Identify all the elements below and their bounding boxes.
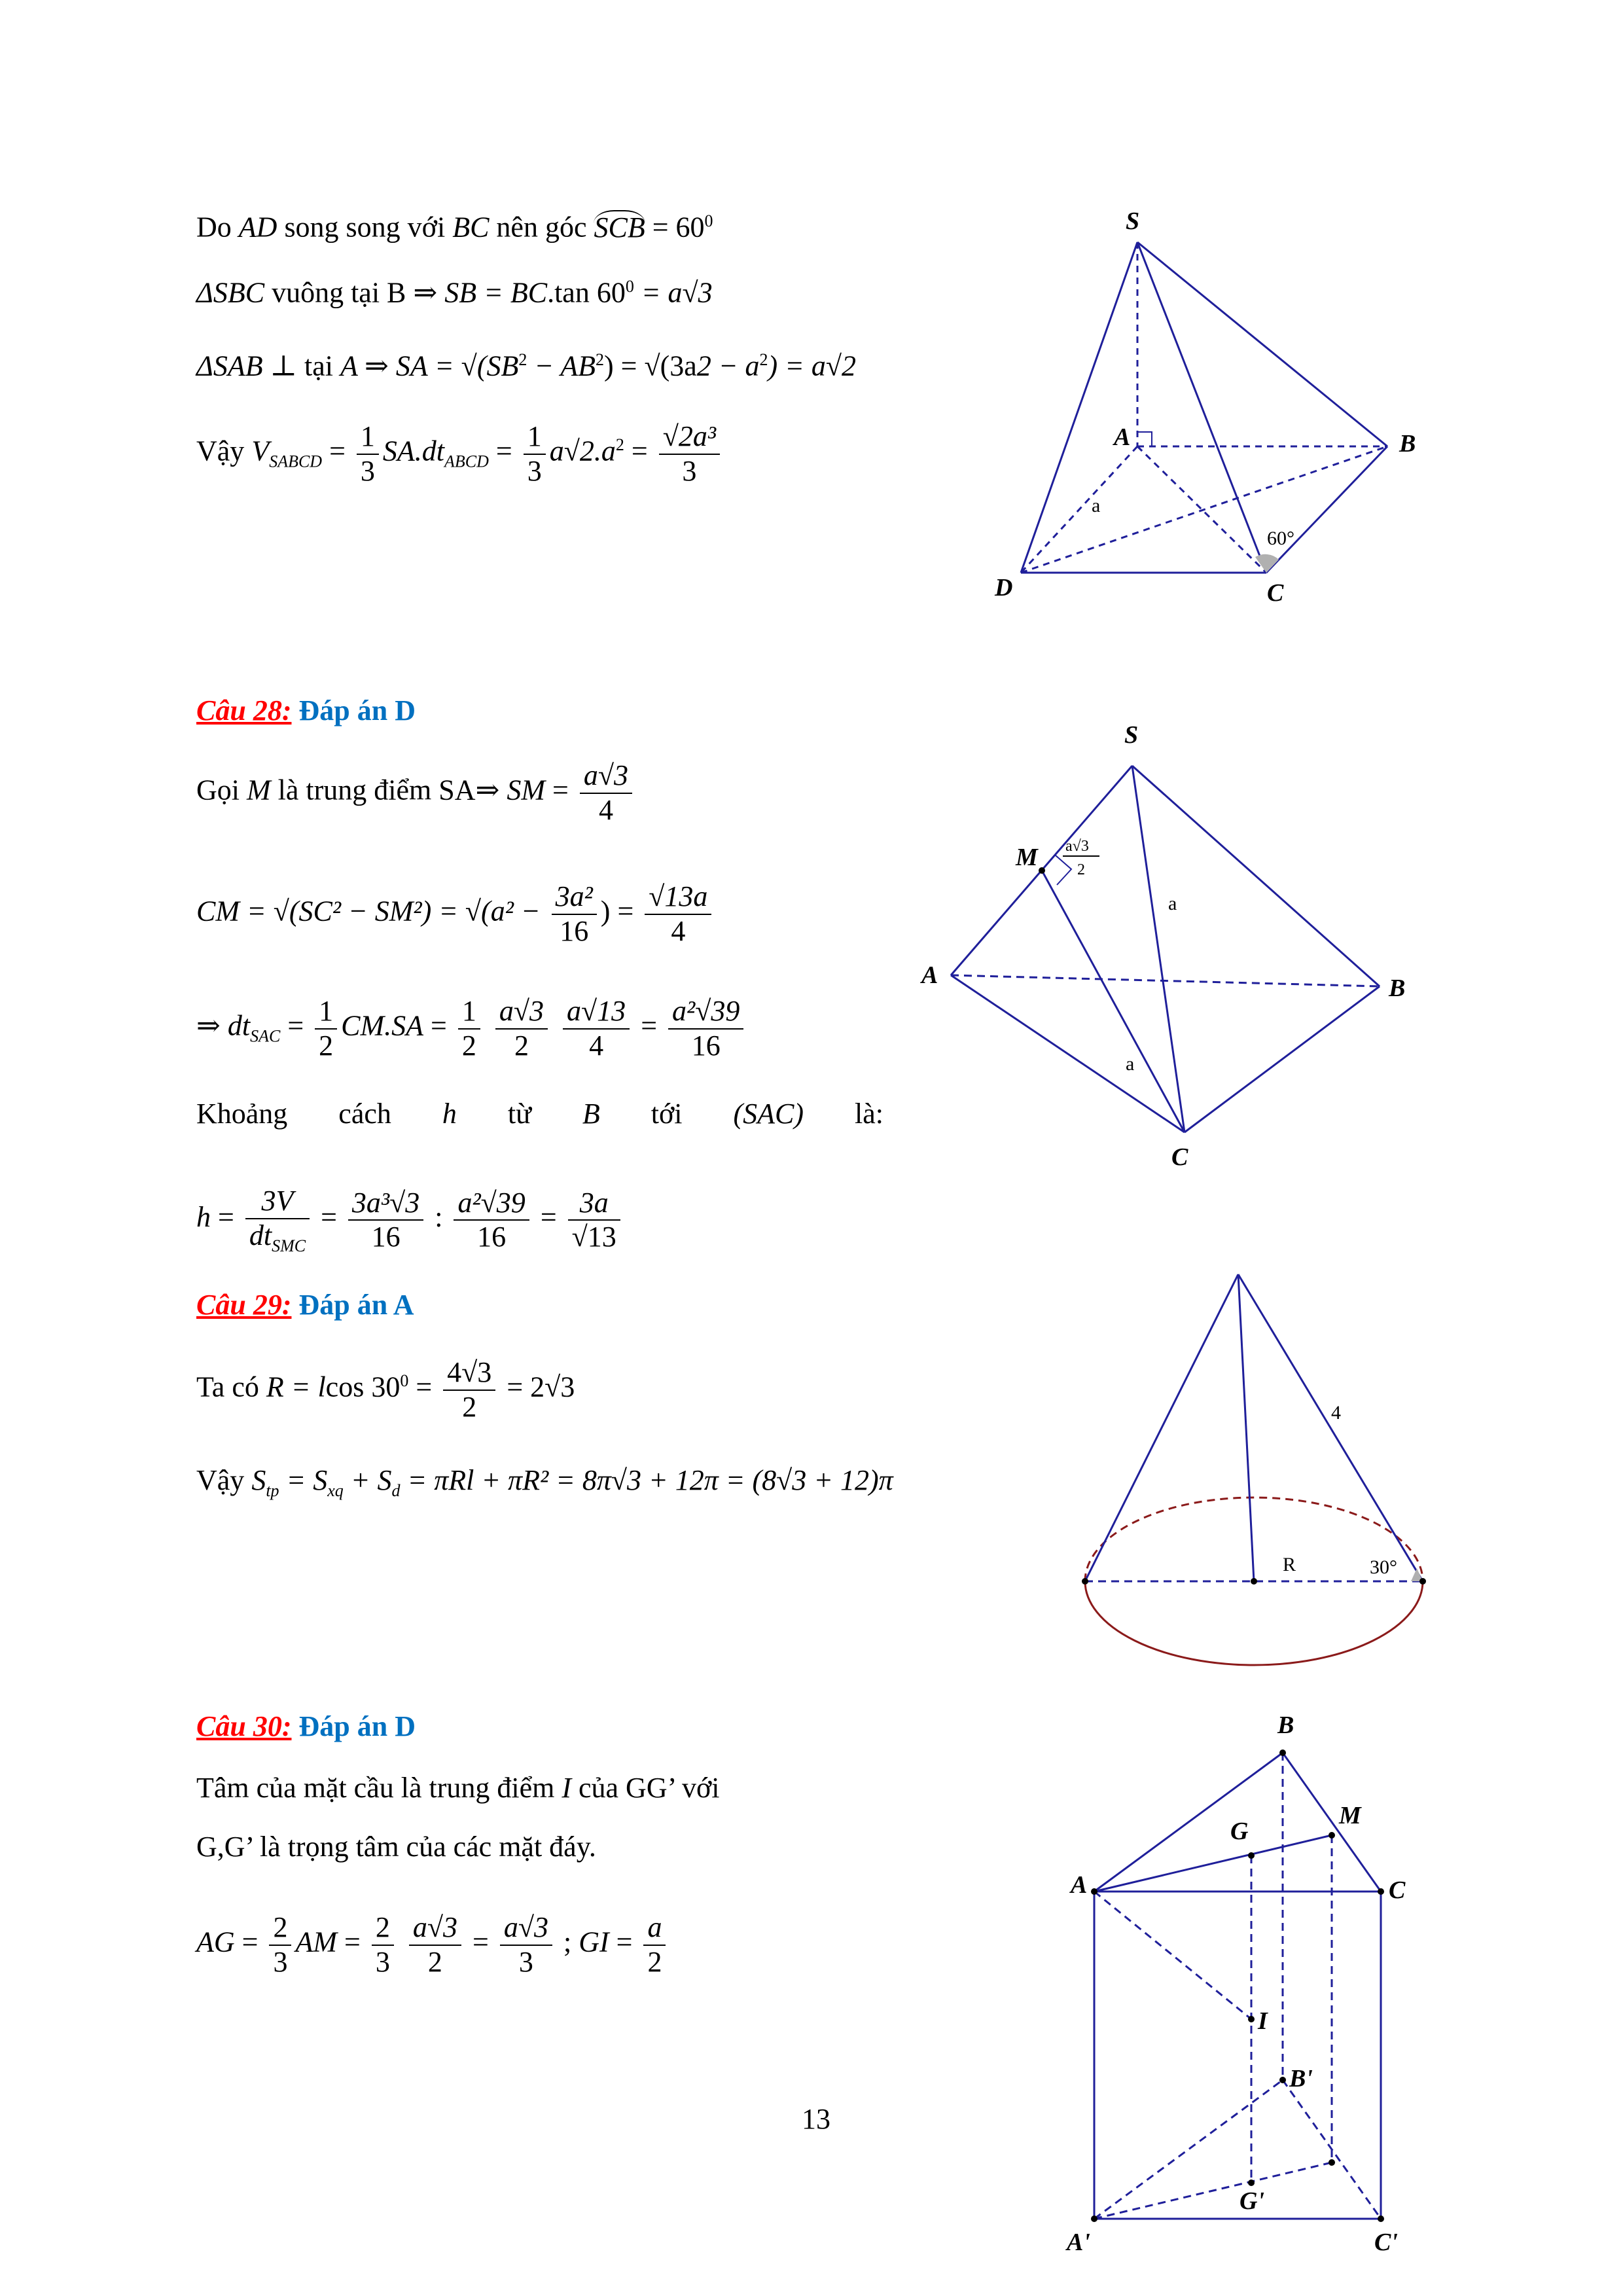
- label-edge-a: a: [1092, 495, 1101, 516]
- frac-1-3-a: $\frac{1}{3}$: [357, 420, 379, 488]
- frac-3v-dt: $\frac{3V}{dt_{SMC}}$: [245, 1185, 310, 1255]
- frac-2-3-b: $\frac{2}{3}$: [372, 1911, 394, 1979]
- frac-4sqrt3-2: $\frac{4√3}{2}$: [443, 1356, 495, 1424]
- label-D: D: [995, 574, 1013, 601]
- edge-sb: [1132, 766, 1380, 986]
- label-Cp: C': [1374, 2229, 1398, 2256]
- frac-2-3-a: $\frac{2}{3}$: [269, 1911, 291, 1979]
- right-angle-mark: [1056, 855, 1071, 885]
- edge-ab: [1094, 1753, 1283, 1892]
- frac-half-b: $\frac{1}{2}$: [458, 995, 480, 1062]
- point-M: [1039, 867, 1045, 874]
- edge-sc: [1137, 242, 1266, 573]
- label-edge-ac: a: [1126, 1053, 1135, 1075]
- point-A: [1091, 1888, 1097, 1895]
- q28-line4: Khoảng cách h từ B tới (SAC) là:: [196, 1098, 883, 1130]
- point-right: [1419, 1578, 1426, 1585]
- slant-left: [1085, 1274, 1238, 1581]
- point-C: [1378, 1888, 1384, 1895]
- label-slant-4: 4: [1331, 1402, 1341, 1424]
- point-Bp: [1279, 2077, 1286, 2083]
- median-am-prime: [1094, 2162, 1332, 2219]
- frac-area-sac: $\frac{\text{a²√39}}{16}$: [668, 995, 743, 1062]
- frac-a-sqrt13-4: $\frac{a√13}{4}$: [563, 995, 630, 1062]
- q30-line1: Tâm của mặt cầu là trung điểm I của GG’ với: [196, 1772, 720, 1804]
- point-M: [1329, 1832, 1335, 1839]
- axis-height: [1238, 1274, 1254, 1581]
- edge-ac: [951, 975, 1185, 1132]
- frac-a-2: $\frac{a}{2}$: [643, 1911, 666, 1979]
- label-Bp: B': [1289, 2065, 1313, 2092]
- frac-half-a: $\frac{1}{2}$: [315, 995, 337, 1062]
- frac-1-3-b: $\frac{1}{3}$: [524, 420, 546, 488]
- frac-3a2-16: $\frac{\text{3a²}}{16}$: [552, 880, 597, 948]
- point-G: [1248, 1852, 1255, 1859]
- segment-ai: [1094, 1892, 1251, 2019]
- point-B: [1279, 1749, 1286, 1756]
- label-S: S: [1126, 207, 1140, 235]
- label-G: G: [1230, 1818, 1249, 1845]
- q28-line5: h = $\frac{3V}{dt_{SMC}}$ = $\frac{\text{3a³√3}}{16}$ : $\frac{\text{a²√39}}{16}$ = $\frac{3a}{√13}$: [196, 1185, 624, 1255]
- edge-bc: [1283, 1753, 1381, 1892]
- label-I: I: [1258, 2007, 1268, 2035]
- q29-line2: Vậy $S_{tp} = S_{xq} + S_d = \pi Rl + \pi R^2 = 8\pi√3 + 12\pi = (8√3 + 12)\pi$: [196, 1464, 893, 1500]
- edge-sc: [1132, 766, 1185, 1132]
- label-A: A: [921, 961, 938, 989]
- label-B: B: [1277, 1712, 1294, 1739]
- label-Gp: G': [1240, 2187, 1264, 2215]
- segment-cm: [1042, 870, 1185, 1132]
- q30-line2: G,G’ là trọng tâm của các mặt đáy.: [196, 1831, 596, 1863]
- label-m-den: 2: [1077, 861, 1085, 878]
- point-Mp: [1329, 2159, 1335, 2166]
- q28-line3: ⇒ $dt_{SAC}$ = $\frac{1}{2}$ CM.SA = $\frac{1}{2}$ $\frac{a√3}{2}$ $\frac{a√13}{4}$ = $\frac{\text{a²√39}}{16}$: [196, 995, 747, 1062]
- label-S: S: [1124, 721, 1139, 749]
- q29-line1: Ta có R = lcos $30^0$ = $\frac{4√3}{2}$ = 2√3: [196, 1356, 575, 1423]
- label-angle-60: 60°: [1267, 528, 1294, 549]
- label-B: B: [1389, 975, 1406, 1002]
- label-m-num: a√3: [1065, 838, 1089, 855]
- label-Ap: A': [1067, 2229, 1090, 2256]
- figure-prism: [1047, 1702, 1466, 2291]
- label-B: B: [1399, 430, 1416, 457]
- edge-sb: [1137, 242, 1387, 446]
- label-C: C: [1389, 1876, 1406, 1904]
- edge-db: [1021, 446, 1387, 573]
- q30-line3: AG = $\frac{2}{3}$ AM = $\frac{2}{3}$ $\frac{a√3}{2}$ = $\frac{a√3}{3}$ ; GI = $\frac{a}{2}$: [196, 1911, 669, 1979]
- median-am: [1094, 1835, 1332, 1892]
- block1-line2: ΔSBC vuông tại B ⇒ SB = BC.tan $60^0 = a√3$: [196, 276, 713, 309]
- label-A: A: [1114, 423, 1131, 451]
- q28-heading: Câu 28: Đáp án D: [196, 694, 416, 726]
- edge-cb: [1266, 446, 1387, 573]
- label-M: M: [1016, 844, 1038, 871]
- point-Cp: [1378, 2215, 1384, 2222]
- frac-asqrt3-3: $\frac{a√3}{3}$: [500, 1911, 552, 1979]
- edge-bc: [1185, 986, 1380, 1132]
- figure-tetrahedron-sabc: [903, 713, 1453, 1185]
- edge-ab: [951, 975, 1380, 986]
- frac-3a3: $\frac{\text{3a³√3}}{16}$: [348, 1187, 423, 1254]
- label-C: C: [1267, 579, 1284, 607]
- point-left: [1082, 1578, 1088, 1585]
- slant-right: [1238, 1274, 1423, 1581]
- edge-ad: [1021, 446, 1137, 573]
- point-Gp: [1248, 2179, 1255, 2186]
- label-radius-R: R: [1283, 1554, 1296, 1575]
- frac-volume: $\frac{\text{√2a³}}{3}$: [659, 420, 720, 488]
- frac-cm: $\frac{√13a}{4}$: [645, 880, 711, 948]
- q28-line1: Gọi M là trung điểm SA⇒ SM = $\frac{a√3}{4}$: [196, 759, 636, 827]
- point-center: [1251, 1578, 1257, 1585]
- block1-line1: Do AD song song với BC nên góc SCB = $60^0$: [196, 211, 713, 243]
- figure-cone: [1060, 1257, 1466, 1689]
- page-number: 13: [802, 2103, 830, 2135]
- block1-line4: Vậy $V_{SABCD}$ = $\frac{1}{3}$ $SA.dt_{ABCD}$ = $\frac{1}{3}$ $a√2.a^2$ = $\frac{\text{√2a³}}{3}$: [196, 420, 724, 488]
- block1-line3: ΔSAB ⊥ tại A ⇒ SA = $√(SB^2 - AB^2) = √(3a2 - a^2) = a√2$: [196, 350, 857, 382]
- point-I: [1248, 2016, 1255, 2022]
- label-angle-30: 30°: [1370, 1556, 1397, 1578]
- frac-a2sqrt39: $\frac{\text{a²√39}}{16}$: [454, 1187, 529, 1254]
- edge-sd: [1021, 242, 1137, 573]
- label-edge-sc: a: [1168, 893, 1177, 914]
- frac-sm: $\frac{a√3}{4}$: [580, 759, 632, 827]
- q29-heading: Câu 29: Đáp án A: [196, 1289, 414, 1321]
- frac-asqrt3-2: $\frac{a√3}{2}$: [409, 1911, 461, 1979]
- q28-line2: CM = √(SC² − SM²) = √(a² − $\frac{\text{3a²}}{16}$ ) = $\frac{√13a}{4}$: [196, 880, 715, 948]
- right-angle-mark: [1137, 432, 1152, 446]
- label-C: C: [1171, 1143, 1188, 1171]
- frac-a-sqrt3-2: $\frac{a√3}{2}$: [495, 995, 548, 1062]
- base-ellipse-front: [1085, 1581, 1423, 1665]
- point-Ap: [1091, 2215, 1097, 2222]
- q30-heading: Câu 30: Đáp án D: [196, 1710, 416, 1742]
- label-M: M: [1339, 1802, 1361, 1829]
- frac-h-result: $\frac{3a}{√13}$: [568, 1187, 620, 1254]
- figure-pyramid-sabcd: [969, 203, 1440, 622]
- label-A: A: [1071, 1871, 1088, 1899]
